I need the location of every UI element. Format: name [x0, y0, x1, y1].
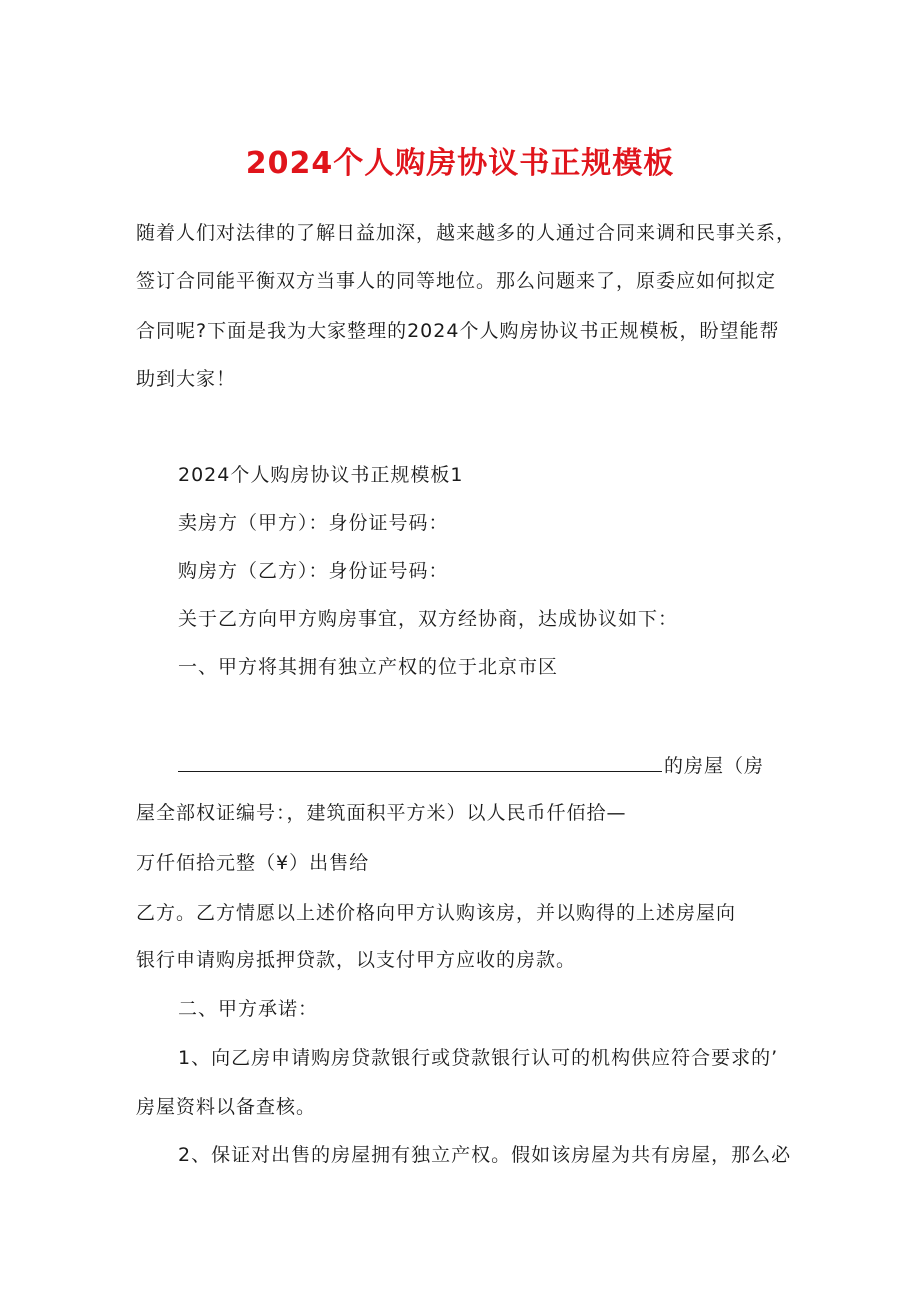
agreement-line: 关于乙方向甲方购房事宜，双方经协商，达成协议如下： — [178, 608, 679, 630]
clause1-line-4: 万仟佰拾元整（¥）出售给 — [136, 852, 370, 874]
document-title: 2024个人购房协议书正规模板 — [245, 146, 675, 181]
clause2-item2-line-1: 2、保证对出售的房屋拥有独立产权。假如该房屋为共有房屋，那么必 — [178, 1144, 792, 1166]
seller-line: 卖房方（甲方）：身份证号码： — [178, 512, 449, 534]
buyer-line: 购房方（乙方）：身份证号码： — [178, 560, 449, 582]
clause1-line-6: 银行申请购房抵押贷款，以支付甲方应收的房款。 — [136, 949, 577, 971]
clause1-line-3: 屋全部权证编号：，建筑面积平方米）以人民币仟佰拾— — [136, 802, 627, 824]
section-heading: 2024个人购房协议书正规模板1 — [178, 464, 464, 486]
blank-underline — [178, 751, 662, 772]
clause2-item1-line-1: 1、向乙房申请购房贷款银行或贷款银行认可的机构供应符合要求的’ — [178, 1047, 779, 1069]
clause1-line-5: 乙方。乙方情愿以上述价格向甲方认购该房，并以购得的上述房屋向 — [136, 902, 737, 924]
intro-line-4: 助到大家！ — [136, 368, 237, 390]
clause2-heading: 二、甲方承诺： — [178, 998, 319, 1020]
intro-line-2: 签订合同能平衡双方当事人的同等地位。那么问题来了，原委应如何拟定 — [136, 270, 777, 292]
clause1-line-1: 一、甲方将其拥有独立产权的位于北京市区 — [178, 656, 559, 678]
intro-line-1: 随着人们对法律的了解日益加深，越来越多的人通过合同来调和民事关系， — [136, 222, 797, 244]
intro-line-3: 合同呢?下面是我为大家整理的2024个人购房协议书正规模板，盼望能帮 — [136, 320, 780, 342]
clause2-item1-line-2: 房屋资料以备查核。 — [136, 1096, 317, 1118]
clause1-line-2-suffix: 的房屋（房 — [664, 755, 765, 777]
clause1-line-2 — [178, 751, 764, 779]
